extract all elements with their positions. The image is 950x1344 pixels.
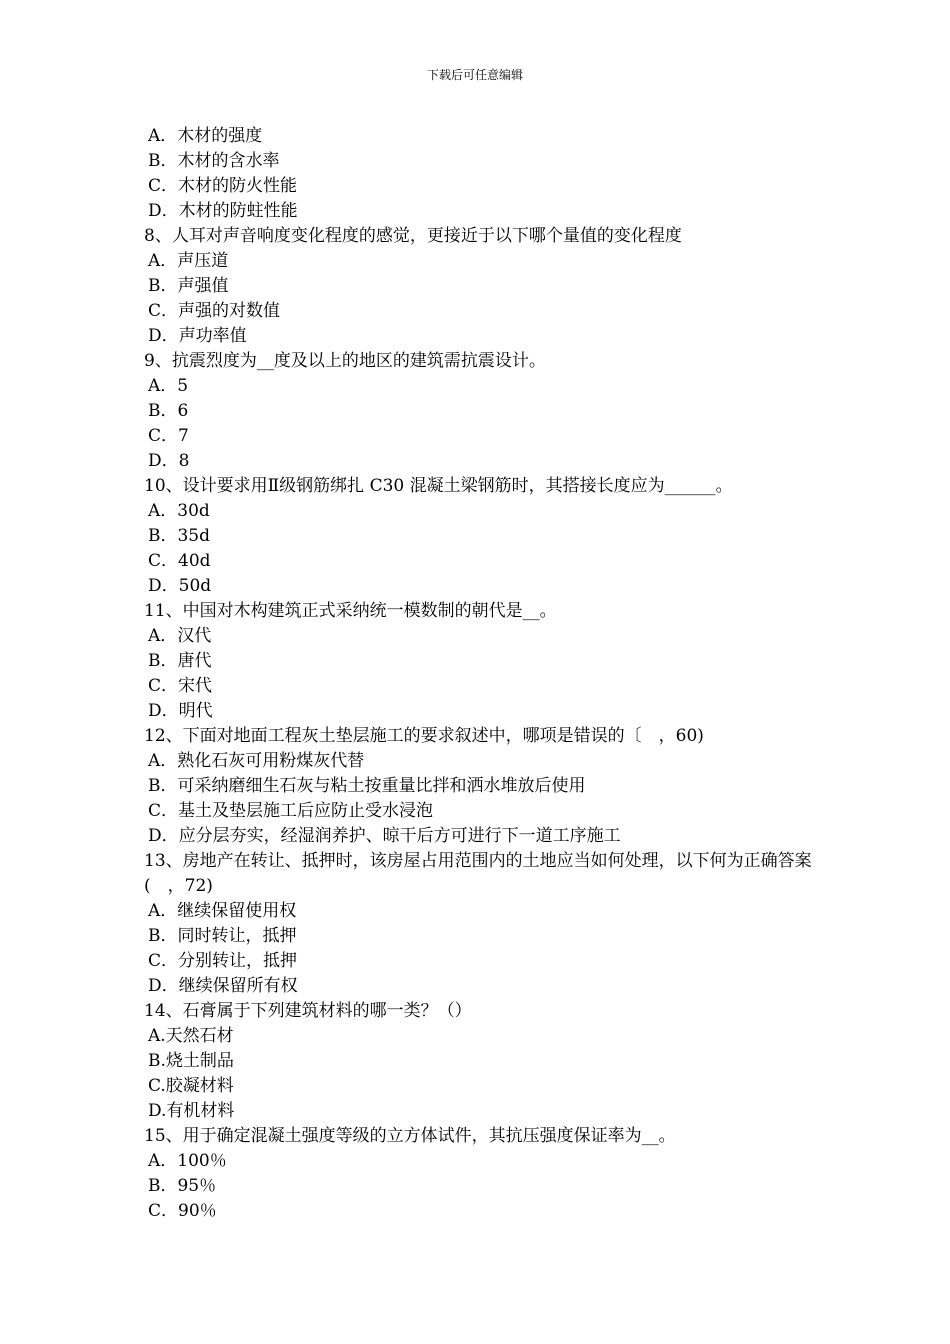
option-line: A.天然石材 bbox=[148, 1026, 234, 1046]
question-14: 14、石膏属于下列建筑材料的哪一类？（） bbox=[144, 1001, 472, 1021]
page-header: 下载后可任意编辑 bbox=[426, 68, 523, 82]
question-9: 9、抗震烈度为__度及以上的地区的建筑需抗震设计。 bbox=[144, 351, 546, 371]
option-line: B.烧土制品 bbox=[148, 1051, 234, 1071]
option-line: B．同时转让，抵押 bbox=[148, 926, 297, 946]
option-line: A．汉代 bbox=[148, 626, 212, 646]
option-line: A．30d bbox=[148, 501, 210, 521]
question-15: 15、用于确定混凝土强度等级的立方体试件，其抗压强度保证率为__。 bbox=[144, 1126, 676, 1146]
option-line: B．唐代 bbox=[148, 651, 212, 671]
option-line: C．宋代 bbox=[148, 676, 213, 696]
option-line: D．木材的防蛀性能 bbox=[148, 201, 298, 221]
option-line: A．熟化石灰可用粉煤灰代替 bbox=[148, 751, 365, 771]
option-line: D．应分层夯实，经湿润养护、晾干后方可进行下一道工序施工 bbox=[148, 826, 621, 846]
question-10: 10、设计要求用Ⅱ级钢筋绑扎 C30 混凝土梁钢筋时，其搭接长度应为______。 bbox=[144, 476, 733, 496]
option-line: A．声压道 bbox=[148, 251, 229, 271]
option-line: D．50d bbox=[148, 576, 212, 596]
option-line: B．95％ bbox=[148, 1176, 217, 1196]
option-line: D．8 bbox=[148, 451, 190, 471]
option-line: D．声功率值 bbox=[148, 326, 247, 346]
option-line: C.胶凝材料 bbox=[148, 1076, 234, 1096]
option-line: D.有机材料 bbox=[148, 1101, 235, 1121]
option-line: C．7 bbox=[148, 426, 189, 446]
option-line: C．40d bbox=[148, 551, 211, 571]
option-line: B．木材的含水率 bbox=[148, 151, 280, 171]
option-line: B．可采纳磨细生石灰与粘土按重量比拌和洒水堆放后使用 bbox=[148, 776, 586, 796]
document-body bbox=[144, 124, 824, 1224]
option-line: B．声强值 bbox=[148, 276, 229, 296]
option-line: C．分别转让，抵押 bbox=[148, 951, 298, 971]
option-line: B．35d bbox=[148, 526, 211, 546]
question-13: 13、房地产在转让、抵押时，该房屋占用范围内的土地应当如何处理，以下何为正确答案( ，72) bbox=[144, 851, 812, 896]
option-line: C．90％ bbox=[148, 1201, 217, 1221]
option-line: A．继续保留使用权 bbox=[148, 901, 297, 921]
option-line: A．100％ bbox=[148, 1151, 227, 1171]
question-12: 12、下面对地面工程灰土垫层施工的要求叙述中，哪项是错误的〔 ，60) bbox=[144, 726, 704, 746]
option-line: A．木材的强度 bbox=[148, 126, 263, 146]
option-line: A．5 bbox=[148, 376, 189, 396]
question-11: 11、中国对木构建筑正式采纳统一模数制的朝代是__。 bbox=[144, 601, 557, 621]
question-8: 8、人耳对声音响度变化程度的感觉，更接近于以下哪个量值的变化程度 bbox=[144, 226, 682, 246]
option-line: C．基土及垫层施工后应防止受水浸泡 bbox=[148, 801, 434, 821]
option-line: C．声强的对数值 bbox=[148, 301, 281, 321]
option-line: D．明代 bbox=[148, 701, 213, 721]
option-line: C．木材的防火性能 bbox=[148, 176, 298, 196]
option-line: D．继续保留所有权 bbox=[148, 976, 298, 996]
option-line: B．6 bbox=[148, 401, 189, 421]
